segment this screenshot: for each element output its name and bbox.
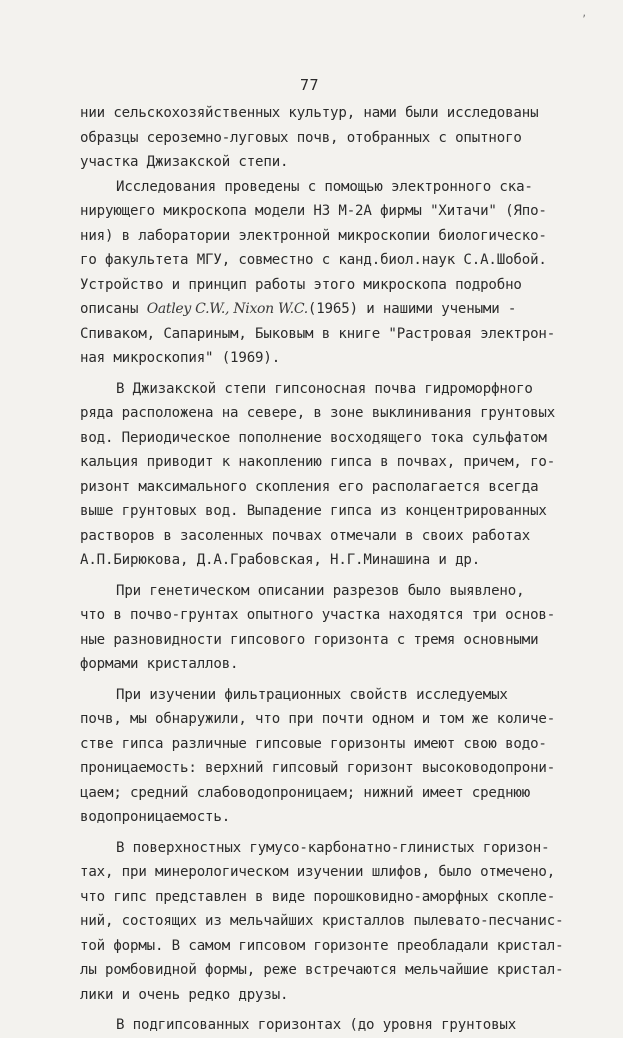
text-line: ряда расположена на севере, в зоне выклинивания грунтовых: [80, 405, 556, 421]
text-line: цаем; средний слабоводопроницаем; нижний имеет среднюю: [80, 784, 531, 801]
text-line: Спиваком, Сапариным, Быковым в книге "Растровая электрон-: [80, 325, 556, 342]
text-line: почв, мы обнаружили, что при почти одном и том же количе-: [80, 711, 556, 727]
text-line: ная микроскопия" (1969).: [80, 350, 281, 366]
handwritten-citation: Oatley C.W., Nixon W.C.: [146, 301, 308, 317]
text-line: В поверхностных гумусо-карбонатно-глинистых горизон-: [116, 839, 550, 856]
text-line: Исследования проведены с помощью электронного ска-: [116, 178, 533, 195]
paragraph: [80, 101, 560, 175]
corner-mark: ʼ: [580, 14, 587, 25]
text-line: ний, состоящих из мельчайших кристаллов пылевато-песчанис-: [80, 913, 564, 929]
text-line: А.П.Бирюкова, Д.А.Грабовская, Н.Г.Минашина и др.: [80, 552, 481, 568]
text-line: той формы. В самом гипсовом горизонте преобладали кристал-: [80, 937, 564, 954]
text-line: что гипс представлен в виде порошковидно-аморфных скопле-: [80, 888, 556, 905]
text-line: что в почво-грунтах опытного участка находятся три основ-: [80, 607, 556, 623]
text-line: При генетическом описании разрезов было выявлено,: [116, 582, 525, 599]
text-line-with-handwriting: [80, 297, 560, 322]
text-segment: (1965) и нашими учеными -: [307, 301, 517, 317]
text-line: водопроницаемость.: [80, 809, 231, 825]
text-line: ные разновидности гипсового горизонта с тремя основными: [80, 631, 539, 648]
text-line: тах, при минерологическом изучении шлифов, было отмечено,: [80, 864, 556, 880]
text-line: го факультета МГУ, совместно с канд.биол.наук С.А.Шобой.: [80, 252, 547, 268]
body-text: [80, 101, 564, 1038]
text-line: В Джизакской степи гипсоносная почва гидроморфного: [116, 380, 533, 397]
text-line: участка Джизакской степи.: [80, 154, 289, 170]
text-line: ния) в лаборатории электронной микроскопии биологическо-: [80, 227, 547, 244]
paragraph: [80, 1013, 560, 1038]
paragraph: [80, 175, 560, 371]
text-line: В подгипсованных горизонтах (до уровня грунтовых: [116, 1017, 517, 1033]
text-line: лы ромбовидной формы, реже встречаются мельчайшие кристал-: [80, 962, 564, 978]
paragraph: [80, 579, 560, 677]
text-line: стве гипса различные гипсовые горизонты имеют свою водо-: [80, 735, 547, 752]
paragraph: [80, 683, 560, 830]
text-line: нии сельскохозяйственных культур, нами были исследованы: [80, 105, 539, 121]
text-line: нирующего микроскопа модели НЗ М-2А фирмы "Хитачи" (Япо-: [80, 203, 547, 219]
text-line: ризонт максимального скопления его располагается всегда: [80, 478, 539, 495]
text-segment: описаны: [80, 301, 147, 317]
text-line: При изучении фильтрационных свойств исследуемых: [116, 686, 508, 703]
paragraph: [80, 836, 564, 1008]
text-line: выше грунтовых вод. Выпадение гипса из концентрированных: [80, 503, 547, 519]
text-line: вод. Периодическое пополнение восходящего тока сульфатом: [80, 429, 547, 446]
text-line: лики и очень редко друзы.: [80, 986, 289, 1003]
text-line: кальция приводит к накоплению гипса в почвах, причем, го-: [80, 454, 556, 470]
text-line: образцы сероземно-луговых почв, отобранных с опытного: [80, 129, 522, 146]
text-line: проницаемость: верхний гипсовый горизонт высоководопрони-: [80, 760, 556, 776]
paragraph: [80, 377, 560, 573]
text-line: растворов в засоленных почвах отмечали в своих работах: [80, 527, 531, 544]
page-number: 77: [300, 76, 320, 94]
text-line: Устройство и принцип работы этого микроскопа подробно: [80, 276, 522, 293]
text-line: формами кристаллов.: [80, 656, 239, 672]
